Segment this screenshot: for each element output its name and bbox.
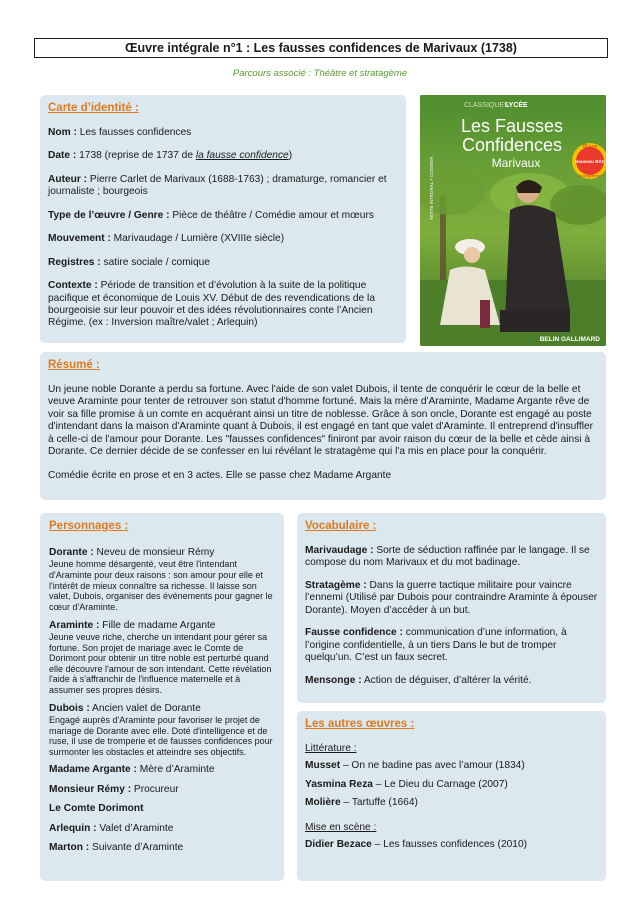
cover-title-line2: Confidences [461, 135, 563, 155]
work-author: Molière [305, 797, 341, 809]
field-label: Auteur : [48, 173, 88, 185]
characters-title: Personnages : [49, 520, 129, 532]
identity-card-title: Carte d’identité : [48, 102, 139, 114]
character-role: Procureur [131, 783, 179, 795]
work-title: – Tartuffe (1664) [340, 797, 418, 809]
field-value-after: ) [288, 150, 293, 162]
character-marton [49, 842, 275, 854]
cover-author: Marivaux [491, 156, 541, 170]
character-role: Fille de madame Argante [99, 619, 216, 631]
field-value: satire sociale / comique [100, 256, 210, 268]
cover-collection: LYCÉE [505, 102, 528, 109]
character-araminte [49, 620, 275, 696]
vocab-item [305, 675, 598, 687]
vocab-term: Mensonge : [305, 674, 362, 686]
character-name: Arlequin : [49, 822, 97, 834]
field-label: Nom : [48, 127, 77, 139]
field-value: Pierre Carlet de Marivaux (1688-1763) ; dramaturge, romancier et journaliste ; bourgeois [48, 173, 387, 198]
field-value-italic: la fausse confidence [195, 150, 289, 162]
identity-card-panel [40, 95, 406, 343]
cover-badge-top: Œuvre [582, 144, 598, 150]
field-label: Date : [48, 150, 77, 162]
page-title-text: Œuvre intégrale n°1 : Les fausses confidences de Marivaux (1738) [125, 41, 517, 55]
character-role: Neveu de monsieur Rémy [93, 547, 215, 559]
character-name: Monsieur Rémy : [49, 783, 132, 795]
character-role: Ancien valet de Dorante [89, 702, 201, 714]
cover-side-text: TEXTE INTÉGRAL + DOSSIER [429, 156, 434, 220]
vocabulary-panel [297, 513, 606, 703]
field-contexte [48, 280, 398, 330]
field-label: Mouvement : [48, 233, 111, 245]
work-item [305, 779, 598, 791]
character-dubois [49, 703, 275, 758]
vocab-term: Stratagème : [305, 579, 367, 591]
field-value: Pièce de théâtre / Comédie amour et mœurs [169, 209, 374, 221]
character-description: Jeune veuve riche, cherche un intendant pour gérer sa fortune. Son projet de mariage avec le Comte de Dorimont pour obtenir un titre noble est perturbé quand elle découvre l'amour de son intendant. Cette révélation l'aide à s'affranchir de l'influence maternelle et à assumer ses propres désirs. [49, 631, 272, 695]
summary-paragraph: Un jeune noble Dorante a perdu sa fortune. Avec l'aide de son valet Dubois, il tente de conquérir le cœur de la belle et veuve Araminte pour tenter de retrouver son statut d'homme fortuné. Mais la mère d'Araminte, Madame Argante rêve de voir sa fille promise à un comte en acquérant ainsi un titre de noblesse. Grâce à son oncle, Dorante est engagé au poste d'intendant dans la maison d'Araminte quant à Dubois, il est engagé en tant que valet d'Araminte. Il entreprend d'insuffler à celle-ci de l'amour pour Dorante. Les "fausses confidences" finiront par avoir raison du cœur de la belle et cède ainsi à Dorante. Ce dernier décide de se confesser en lui révélant le stratagème qui l'a mis en place pour la conquérir. [48, 384, 594, 458]
field-value: Période de transition et d’évolution à la suite de la politique pacifique et économique de Louis XV. Début de des revendications de la bourgeoisie sur leur pouvoir et des idées révolutionnaires conte l’Ancien Régime. (ex : Inversion maître/valet ; Arlequin) [48, 280, 375, 329]
vocab-definition: Dans la guerre tactique militaire pour vaincre l’ennemi (Utilisé par Dubois pour contraindre Araminte à épouser Dorante). Moyen d’accéder à un but. [305, 579, 598, 616]
cover-collection-prefix: CLASSIQUES [464, 102, 509, 109]
field-auteur [48, 174, 398, 199]
cover-badge-main: Nouveau BAC [574, 159, 606, 164]
other-works-panel [297, 711, 606, 881]
other-works-title: Les autres œuvres : [305, 718, 415, 730]
character-role: Valet d’Araminte [96, 822, 174, 834]
vocab-term: Marivaudage : [305, 545, 374, 557]
work-author: Musset [305, 760, 341, 772]
character-comte-dorimont [49, 803, 275, 815]
field-value: Les fausses confidences [76, 127, 192, 139]
vocab-term: Fausse confidence : [305, 627, 403, 639]
field-value: 1738 (reprise de 1737 de [76, 150, 196, 162]
work-title: – Les fausses confidences (2010) [371, 839, 527, 851]
vocab-item [305, 627, 598, 664]
subtitle: Parcours associé : Théâtre et stratagème [232, 68, 408, 79]
character-name: Marton : [49, 842, 90, 854]
literature-label: Littérature : [305, 743, 357, 755]
work-author: Yasmina Reza [305, 778, 373, 790]
cover-badge-bottom: au programme [578, 174, 602, 178]
field-value: Marivaudage / Lumière (XVIIIe siècle) [110, 233, 285, 245]
character-name: Madame Argante : [49, 764, 137, 776]
work-item [305, 797, 598, 809]
field-date [48, 150, 398, 162]
vocab-item [305, 580, 598, 617]
field-label: Type de l’œuvre / Genre : [48, 209, 170, 221]
field-registres [48, 257, 398, 269]
field-nom [48, 127, 398, 139]
vocabulary-title: Vocabulaire : [305, 520, 377, 532]
vocab-definition: Action de déguiser, d’altérer la vérité. [361, 674, 532, 686]
cover-publisher: BELIN GALLIMARD [539, 336, 600, 343]
work-title: – On ne badine pas avec l’amour (1834) [340, 760, 525, 772]
character-arlequin [49, 823, 275, 835]
work-author: Didier Bezace [305, 839, 372, 851]
work-item [305, 839, 598, 851]
character-monsieur-remy [49, 784, 275, 796]
character-role: Suivante d’Araminte [89, 842, 184, 854]
field-label: Contexte : [48, 280, 98, 292]
summary-note: Comédie écrite en prose et en 3 actes. Elle se passe chez Madame Argante [48, 469, 392, 481]
book-cover-illustration [420, 95, 606, 346]
character-name: Dubois : [49, 702, 90, 714]
field-genre [48, 210, 398, 222]
character-name: Araminte : [49, 619, 100, 631]
summary-panel [40, 352, 606, 500]
character-name: Le Comte Dorimont [49, 803, 144, 815]
character-name: Dorante : [49, 547, 94, 559]
cover-title-line1: Les Fausses [460, 116, 564, 136]
field-label: Registres : [48, 256, 101, 268]
book-cover-image [420, 95, 606, 346]
staging-label: Mise en scène : [305, 821, 377, 833]
page-title [34, 38, 608, 58]
work-title: – Le Dieu du Carnage (2007) [372, 778, 508, 790]
characters-panel [40, 513, 284, 881]
summary-title: Résumé : [48, 359, 100, 371]
character-madame-argante [49, 764, 275, 776]
vocab-item [305, 545, 598, 570]
character-role: Mère d’Araminte [136, 764, 215, 776]
character-description: Engagé auprès d'Araminte pour favoriser le projet de mariage de Dorante avec elle. Doté d'intelligence et de ruse, il use de tromperie et de fausses confidences pour surmonter les obstacles et atteindre ses objectifs. [49, 715, 273, 757]
vocab-definition: communication d’une information, à l’origine confidentielle, à un tiers Dans le but de tromper quelqu’un. C’est un faux secret. [305, 627, 567, 664]
character-description: Jeune homme désargenté, veut être l'intendant d'Araminte pour deux raisons : son amour pour elle et l'intérêt de mieux connaître sa richesse. Il laisse son valet, Dubois, organiser des événements pour gagner le cœur d'Araminte. [49, 559, 273, 612]
character-dorante [49, 547, 275, 612]
work-item [305, 760, 598, 772]
vocab-definition: Sorte de séduction raffinée par le langage. Il se compose du nom Marivaux et du mot badinage. [305, 545, 590, 569]
field-mouvement [48, 233, 398, 245]
